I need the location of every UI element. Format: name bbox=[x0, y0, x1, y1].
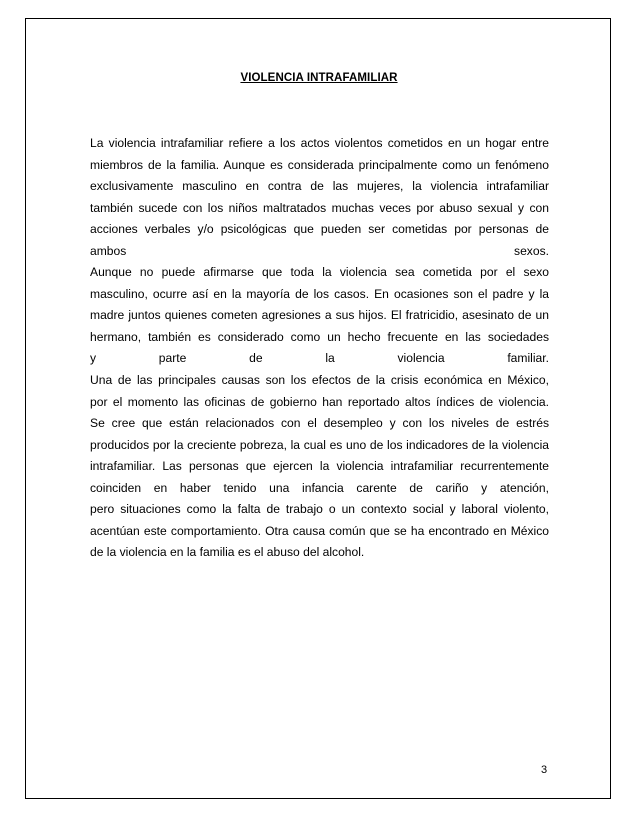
text-line: Aunque no puede afirmarse que toda la violencia sea cometida por el sexo bbox=[90, 265, 549, 280]
text-line: madre juntos quienes cometen agresiones a sus hijos. El fratricidio, asesinato de un bbox=[90, 308, 549, 323]
text-line: por el momento las oficinas de gobierno han reportado altos índices de violencia. bbox=[90, 394, 549, 409]
text-line: Se cree que están relacionados con el desempleo y con los niveles de estrés bbox=[90, 416, 549, 431]
text-line: masculino, ocurre así en la mayoría de los casos. En ocasiones son el padre y la bbox=[90, 286, 549, 301]
text-line: intrafamiliar. Las personas que ejercen la violencia intrafamiliar recurrentemente bbox=[90, 459, 549, 474]
text-line: acciones verbales y/o psicológicas que pueden ser cometidas por personas de bbox=[90, 222, 549, 237]
text-line: exclusivamente masculino en contra de las mujeres, la violencia intrafamiliar bbox=[90, 179, 549, 194]
text-line: coinciden en haber tenido una infancia carente de cariño y atención, bbox=[90, 480, 549, 495]
text-line: producidos por la creciente pobreza, la cual es uno de los indicadores de la violencia bbox=[90, 437, 549, 452]
text-line: de la violencia en la familia es el abuso del alcohol. bbox=[90, 545, 365, 560]
text-line: también sucede con los niños maltratados muchas veces por abuso sexual y con bbox=[90, 200, 549, 215]
text-line: La violencia intrafamiliar refiere a los actos violentos cometidos en un hogar entre bbox=[90, 136, 549, 150]
text-line: y parte de la violencia familiar. bbox=[90, 351, 549, 366]
text-line: hermano, también es considerado como un hecho frecuente en las sociedades bbox=[90, 329, 549, 344]
text-line: acentúan este comportamiento. Otra causa común que se ha encontrado en México bbox=[90, 523, 549, 538]
text-line: ambos sexos. bbox=[90, 243, 549, 258]
text-line: miembros de la familia. Aunque es considerada principalmente como un fenómeno bbox=[90, 157, 549, 172]
text-line: Una de las principales causas son los efectos de la crisis económica en México, bbox=[90, 373, 549, 388]
document-body bbox=[90, 133, 549, 564]
page-number: 3 bbox=[541, 764, 548, 776]
text-line: pero situaciones como la falta de trabajo o un contexto social y laboral violento, bbox=[90, 502, 549, 517]
document-title: VIOLENCIA INTRAFAMILIAR bbox=[240, 72, 398, 84]
